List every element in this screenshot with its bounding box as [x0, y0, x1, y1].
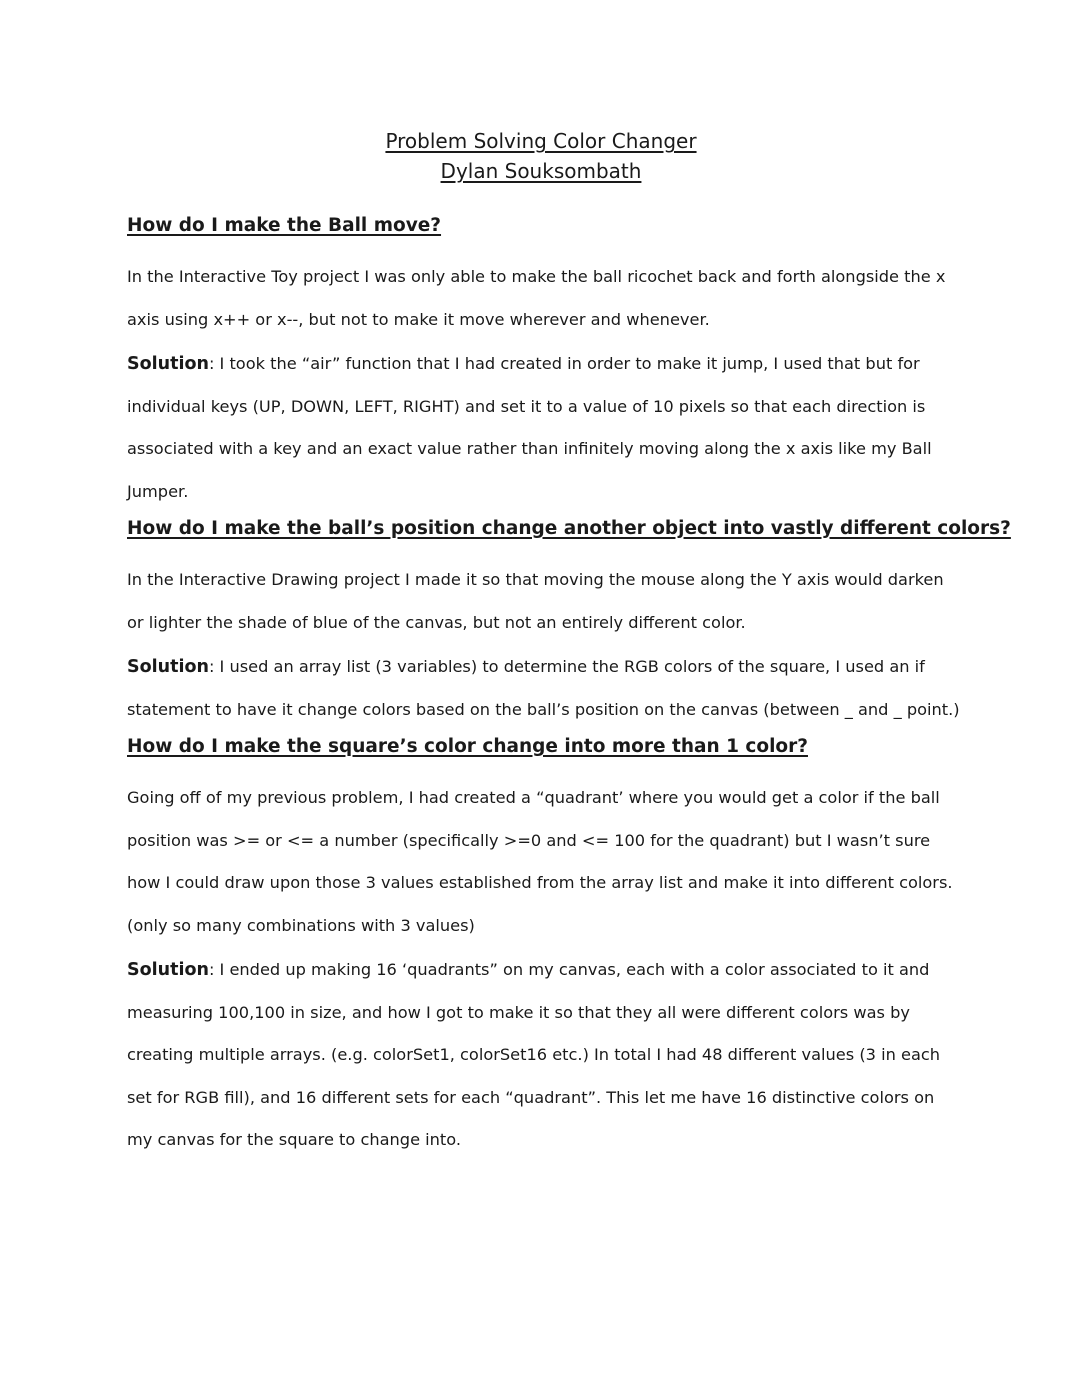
section-ball-move [127, 212, 963, 513]
solution-text: : I ended up making 16 ‘quadrants” on my canvas, each with a color associated to it and measuring 100,100 in size, and how I got to make it so that they all were different colors was by creating multiple arrays. (e.g. colorSet1, colorSet16 etc.) In total I had 48 different values (3 in each set for RGB fill), and 16 different sets for each “quadrant”. This let me have 16 distinctive colors on my canvas for the square to change into. [127, 960, 941, 1149]
title-block [0, 126, 1082, 186]
problem-paragraph: In the Interactive Toy project I was only able to make the ball ricochet back and forth alongside the x axis using x++ or x--, but not to make it move wherever and whenever. [127, 267, 946, 329]
section-heading: How do I make the square’s color change into more than 1 color? [127, 736, 808, 757]
section-square-colors [127, 733, 963, 1162]
solution-paragraph [127, 949, 963, 1162]
solution-text: : I used an array list (3 variables) to determine the RGB colors of the square, I used an if statement to have it change colors based on the ball’s position on the canvas (between _ and _ point.) [127, 657, 960, 719]
solution-label: Solution [127, 657, 209, 677]
problem-paragraph: Going off of my previous problem, I had created a “quadrant’ where you would get a color if the ball position was >= or <= a number (specifically >=0 and <= 100 for the quadrant) but I wasn’t sure how I could draw upon those 3 values established from the array list and make it into different colors. (only so many combinations with 3 values) [127, 788, 953, 935]
solution-paragraph [127, 343, 963, 513]
document-title: Problem Solving Color Changer [385, 129, 697, 153]
problem-paragraph: In the Interactive Drawing project I made it so that moving the mouse along the Y axis would darken or lighter the shade of blue of the canvas, but not an entirely different color. [127, 570, 944, 632]
section-position-color [127, 515, 1011, 731]
document-author: Dylan Souksombath [440, 159, 642, 183]
solution-paragraph [127, 646, 963, 731]
solution-text: : I took the “air” function that I had created in order to make it jump, I used that but for individual keys (UP, DOWN, LEFT, RIGHT) and set it to a value of 10 pixels so that each direction is associated with a key and an exact value rather than infinitely moving along the x axis like my Ball Jumper. [127, 354, 932, 501]
document-body [127, 212, 1011, 1164]
solution-label: Solution [127, 354, 209, 374]
section-heading: How do I make the Ball move? [127, 215, 442, 236]
section-heading: How do I make the ball’s position change another object into vastly different colors? [127, 518, 1011, 539]
solution-label: Solution [127, 960, 209, 980]
